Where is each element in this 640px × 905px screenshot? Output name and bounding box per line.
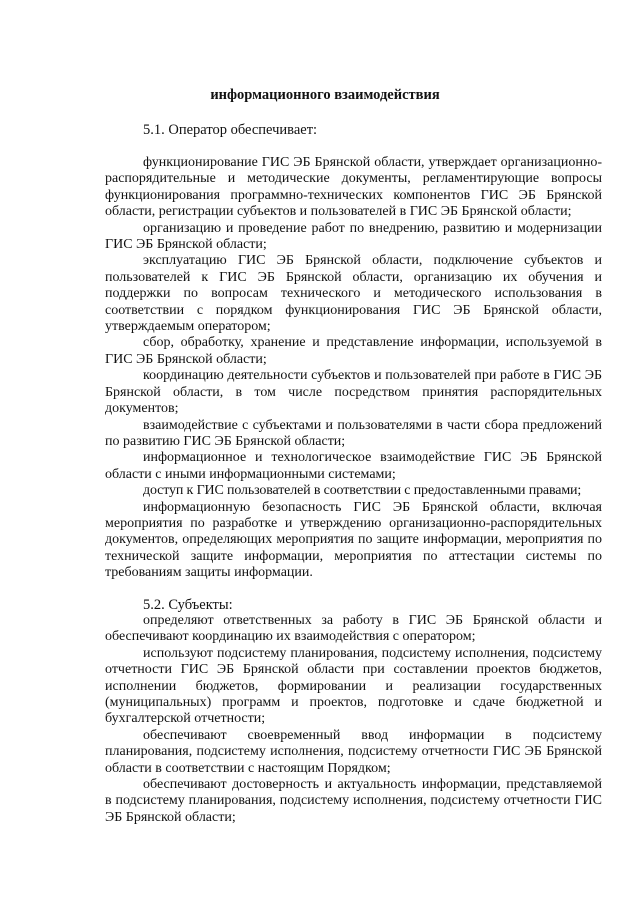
- section-5-1-list: [105, 155, 602, 582]
- paragraph: обеспечивают своевременный ввод информации в подсистему планирования, подсистему исполнения, подсистему отчетности ГИС ЭБ Брянской области в соответствии с настоящим Порядком;: [105, 727, 602, 776]
- paragraph: обеспечивают достоверность и актуальность информации, представляемой в подсистему планирования, подсистему исполнения, подсистему отчетности ГИС ЭБ Брянской области;: [105, 777, 602, 825]
- paragraph: информационную безопасность ГИС ЭБ Брянской области, включая мероприятия по разработке и утверждению организационно-распорядительных документов, определяющих мероприятия по защите информации, мероприятия по технической защите информации, мероприятия по аттестации системы по требованиям защиты информации.: [105, 499, 602, 581]
- paragraph: координацию деятельности субъектов и пользователей при работе в ГИС ЭБ Брянской области, в том числе посредством принятия распорядительных документов;: [105, 368, 602, 417]
- paragraph: используют подсистему планирования, подсистему исполнения, подсистему отчетности ГИС ЭБ Брянской области при составлении проектов бюджетов, исполнении бюджетов, формировании и реализации государственных (муниципальных) программ и проектов, подготовке и сдаче бюджетной и бухгалтерской отчетности;: [105, 645, 602, 727]
- section-heading: информационного взаимодействия: [210, 87, 440, 103]
- section-5-2-title: 5.2. Субъекты:: [143, 597, 233, 613]
- paragraph: взаимодействие с субъектами и пользователями в части сбора предложений по развитию ГИС ЭБ Брянской области;: [105, 417, 602, 449]
- paragraph: доступ к ГИС пользователей в соответствии с предоставленными правами;: [143, 483, 582, 499]
- paragraph: эксплуатацию ГИС ЭБ Брянской области, подключение субъектов и пользователей к ГИС ЭБ Брянской области, организацию их обучения и поддержки по вопросам технического и методического использования в соответствии с порядком функционирования ГИС ЭБ Брянской области, утверждаемым оператором;: [105, 253, 602, 335]
- paragraph: информационное и технологическое взаимодействие ГИС ЭБ Брянской области с иными информационными системами;: [105, 450, 602, 482]
- section-5-1-title: 5.1. Оператор обеспечивает:: [143, 122, 318, 138]
- paragraph: организацию и проведение работ по внедрению, развитию и модернизации ГИС ЭБ Брянской области;: [105, 220, 602, 253]
- paragraph: определяют ответственных за работу в ГИС ЭБ Брянской области и обеспечивают координацию их взаимодействия с оператором;: [105, 613, 602, 645]
- section-5-2-list: [105, 613, 602, 826]
- paragraph: сбор, обработку, хранение и представление информации, используемой в ГИС ЭБ Брянской области;: [105, 335, 602, 367]
- paragraph: функционирование ГИС ЭБ Брянской области, утверждает организационно-распорядительные и методические документы, регламентирующие вопросы функционирования программно-технических компонентов ГИС ЭБ Брянской области, регистрации субъектов и пользователей в ГИС ЭБ Брянской области;: [105, 155, 602, 220]
